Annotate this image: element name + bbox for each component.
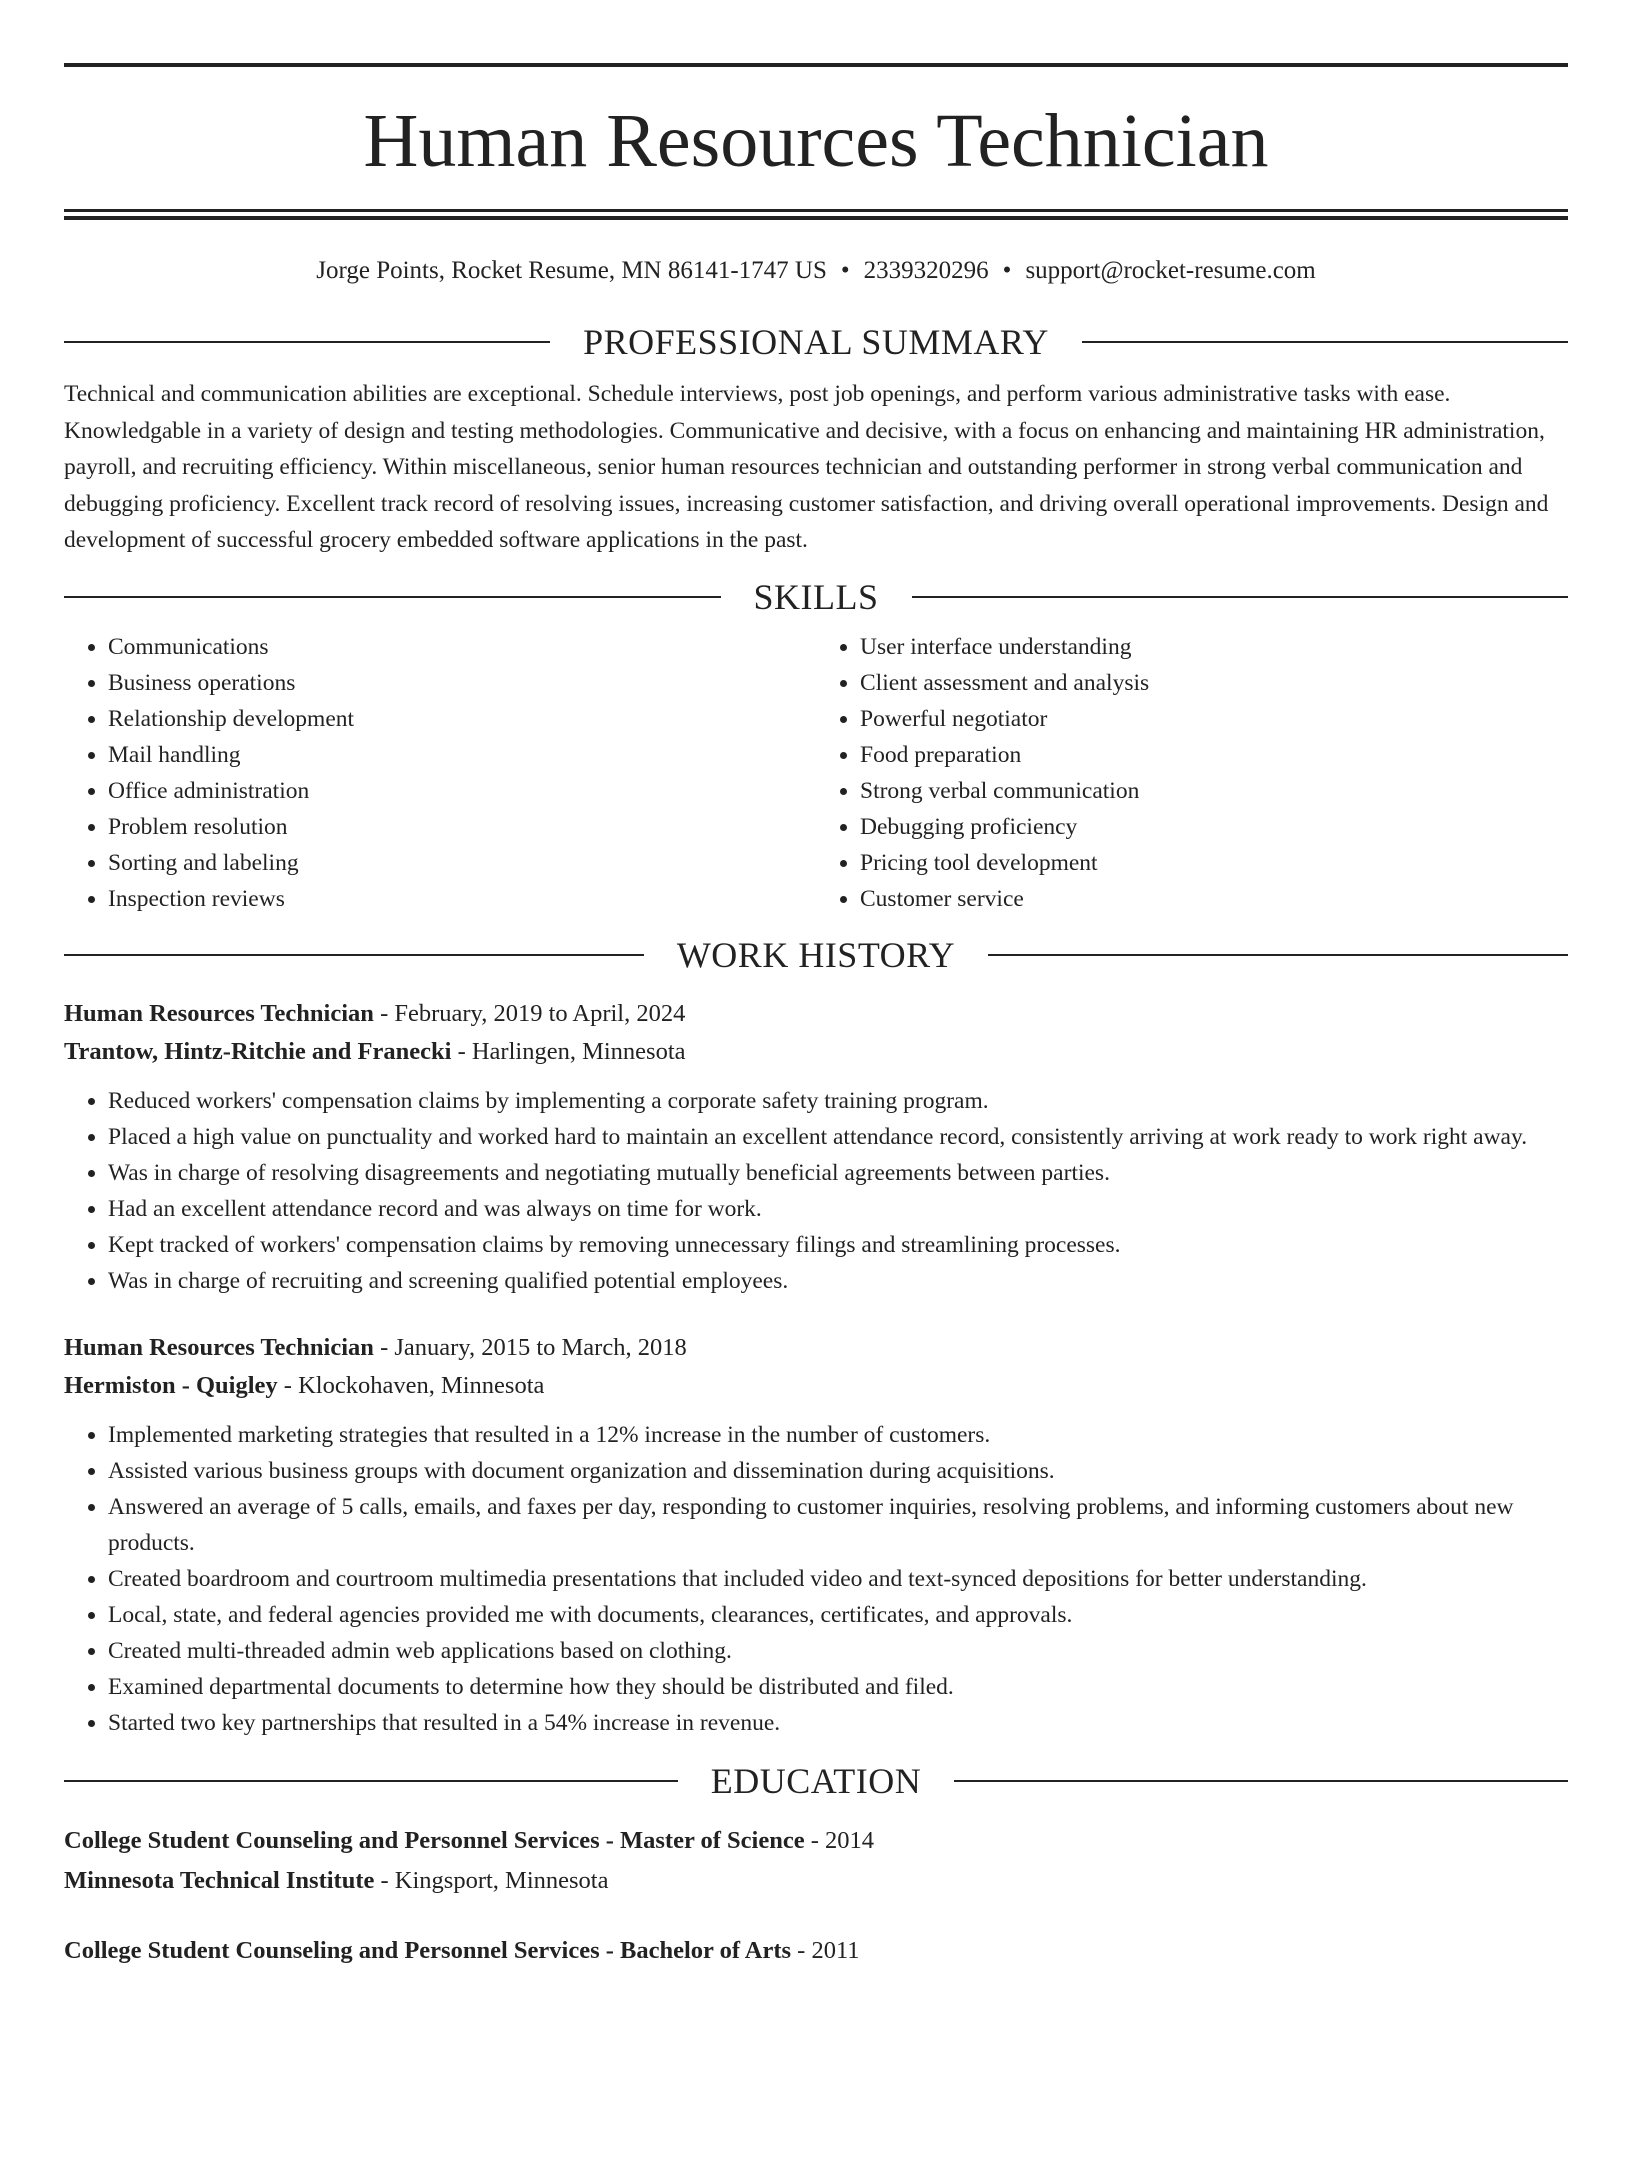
- job-bullets: [64, 1417, 1568, 1741]
- job-company: Hermiston - Quigley: [64, 1371, 278, 1399]
- job-bullet: • Created boardroom and courtroom multimedia presentations that included video and text-synced depositions for better understanding.: [108, 1561, 1568, 1597]
- divider-line: [1082, 341, 1568, 343]
- job-dates: - February, 2019 to April, 2024: [373, 999, 686, 1027]
- skill-item: • Relationship development: [108, 701, 816, 737]
- job-dates: - January, 2015 to March, 2018: [373, 1333, 687, 1361]
- resume-page: [0, 63, 1632, 2175]
- job-company: Trantow, Hintz-Ritchie and Franecki: [64, 1037, 452, 1065]
- work-section-header: [64, 935, 1568, 975]
- skill-item: • Communications: [108, 629, 816, 665]
- skill-item: • Office administration: [108, 773, 816, 809]
- job-bullet: • Implemented marketing strategies that resulted in a 12% increase in the number of customers.: [108, 1417, 1568, 1453]
- job-company-line: [64, 1367, 1568, 1405]
- summary-text: Technical and communication abilities are exceptional. Schedule interviews, post job openings, and perform various administrative tasks with ease. Knowledgable in a variety of design and testing methodologies. Communicative and decisive, with a focus on enhancing and maintaining HR administration, payroll, and recruiting efficiency. Within miscellaneous, senior human resources technician and outstanding performer in strong verbal communication and debugging proficiency. Excellent track record of resolving issues, increasing customer satisfaction, and driving overall operational improvements. Design and development of successful grocery embedded software applications in the past.: [64, 381, 1549, 553]
- top-rule: [64, 63, 1568, 67]
- divider-line: [988, 954, 1568, 956]
- resume-title: Human Resources Technician: [363, 99, 1269, 183]
- divider-line: [64, 954, 644, 956]
- skill-item: • Mail handling: [108, 737, 816, 773]
- job-bullet: • Assisted various business groups with document organization and dissemination during acquisitions.: [108, 1453, 1568, 1489]
- work-heading: WORK HISTORY: [676, 934, 956, 975]
- contact-address: Jorge Points, Rocket Resume, MN 86141-1747 US: [316, 257, 827, 284]
- skills-section-header: [64, 577, 1568, 617]
- job-bullet: • Answered an average of 5 calls, emails, and faxes per day, responding to customer inquiries, resolving problems, and informing customers about new products.: [108, 1489, 1568, 1561]
- job-bullet: • Was in charge of recruiting and screening qualified potential employees.: [108, 1263, 1568, 1299]
- contact-email: support@rocket-resume.com: [1025, 257, 1316, 284]
- skill-item: • Inspection reviews: [108, 881, 816, 917]
- job-bullet: • Was in charge of resolving disagreements and negotiating mutually beneficial agreements between parties.: [108, 1155, 1568, 1191]
- skill-item: • Business operations: [108, 665, 816, 701]
- contact-separator: •: [1002, 257, 1012, 284]
- education-degree: College Student Counseling and Personnel Services - Bachelor of Arts: [64, 1936, 792, 1964]
- skill-item: • Customer service: [860, 881, 1568, 917]
- skills-list: [64, 629, 1568, 917]
- job-bullet: • Placed a high value on punctuality and worked hard to maintain an excellent attendance record, consistently arriving at work ready to work right away.: [108, 1119, 1568, 1155]
- divider-line: [954, 1780, 1568, 1782]
- divider-line: [64, 341, 550, 343]
- education-section-header: [64, 1761, 1568, 1801]
- education-heading: EDUCATION: [710, 1760, 922, 1801]
- contact-phone: 2339320296: [863, 257, 989, 284]
- job-bullet: • Started two key partnerships that resulted in a 54% increase in revenue.: [108, 1705, 1568, 1741]
- job-company-line: [64, 1033, 1568, 1071]
- divider-line: [912, 596, 1569, 598]
- contact-line: [64, 254, 1568, 288]
- education-degree-line: [64, 1931, 1568, 1971]
- skill-item: • Powerful negotiator: [860, 701, 1568, 737]
- skill-item: • Strong verbal communication: [860, 773, 1568, 809]
- summary-section-header: [64, 322, 1568, 362]
- job-title: Human Resources Technician: [64, 1333, 374, 1361]
- job-entry: [64, 995, 1568, 1299]
- job-location: - Harlingen, Minnesota: [451, 1037, 686, 1065]
- education-school-line: [64, 1861, 1568, 1901]
- job-bullet: • Created multi-threaded admin web applications based on clothing.: [108, 1633, 1568, 1669]
- job-title-line: [64, 1329, 1568, 1367]
- job-title-line: [64, 995, 1568, 1033]
- education-entry: [64, 1821, 1568, 1901]
- skill-item: • Food preparation: [860, 737, 1568, 773]
- skills-column-right: [816, 629, 1568, 917]
- education-entry: [64, 1931, 1568, 1971]
- education-degree: College Student Counseling and Personnel Services - Master of Science: [64, 1826, 805, 1854]
- job-bullet: • Reduced workers' compensation claims by implementing a corporate safety training program.: [108, 1083, 1568, 1119]
- job-bullet: • Examined departmental documents to determine how they should be distributed and filed.: [108, 1669, 1568, 1705]
- skill-item: • Pricing tool development: [860, 845, 1568, 881]
- contact-separator: •: [840, 257, 850, 284]
- job-title: Human Resources Technician: [64, 999, 374, 1027]
- skill-item: • Problem resolution: [108, 809, 816, 845]
- job-location: - Klockohaven, Minnesota: [277, 1371, 545, 1399]
- divider-line: [64, 1780, 678, 1782]
- education-year: - 2014: [804, 1826, 875, 1854]
- job-entry: [64, 1329, 1568, 1741]
- education-degree-line: [64, 1821, 1568, 1861]
- double-rule: [64, 209, 1568, 220]
- skills-column-left: [64, 629, 816, 917]
- job-bullet: • Had an excellent attendance record and was always on time for work.: [108, 1191, 1568, 1227]
- education-school: Minnesota Technical Institute: [64, 1866, 375, 1894]
- skill-item: • Sorting and labeling: [108, 845, 816, 881]
- divider-line: [64, 596, 721, 598]
- education-location: - Kingsport, Minnesota: [374, 1866, 609, 1894]
- skill-item: • Client assessment and analysis: [860, 665, 1568, 701]
- skills-heading: SKILLS: [753, 576, 879, 617]
- skill-item: • User interface understanding: [860, 629, 1568, 665]
- job-bullet: • Local, state, and federal agencies provided me with documents, clearances, certificates, and approvals.: [108, 1597, 1568, 1633]
- job-bullets: [64, 1083, 1568, 1299]
- summary-heading: PROFESSIONAL SUMMARY: [583, 322, 1049, 362]
- job-bullet: • Kept tracked of workers' compensation claims by removing unnecessary filings and streamlining processes.: [108, 1227, 1568, 1263]
- skill-item: • Debugging proficiency: [860, 809, 1568, 845]
- education-year: - 2011: [791, 1936, 860, 1964]
